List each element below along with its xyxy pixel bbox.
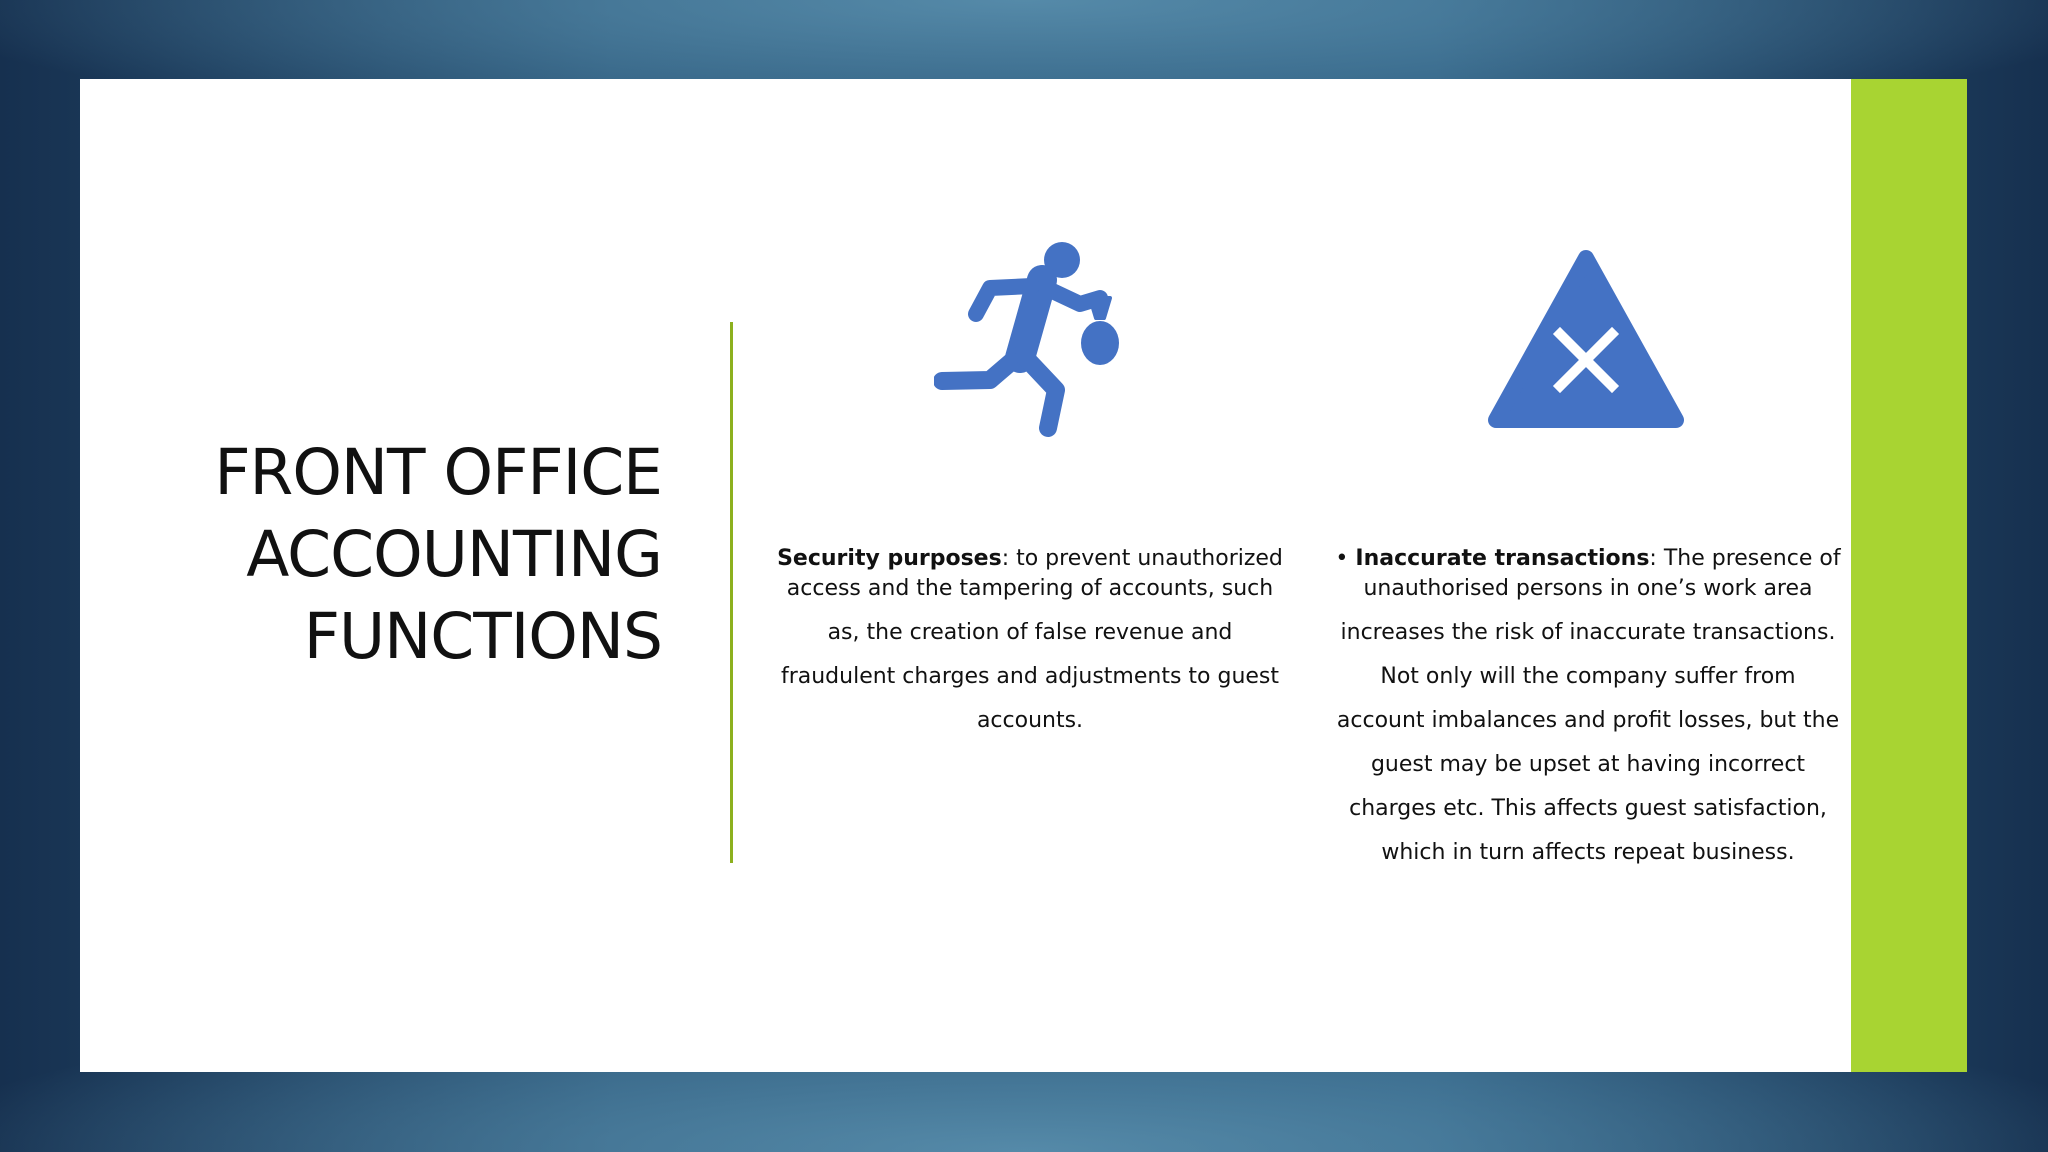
bullet: • bbox=[1335, 546, 1349, 571]
title-line-1: FRONT OFFICE bbox=[214, 436, 662, 509]
inaccurate-line-3: Not only will the company suffer from bbox=[1380, 664, 1796, 689]
inaccurate-line-4: account imbalances and profit losses, but the bbox=[1336, 708, 1840, 733]
inaccurate-line-2: increases the risk of inaccurate transactions. bbox=[1340, 620, 1836, 645]
title-line-2: ACCOUNTING bbox=[246, 518, 662, 591]
inaccurate-heading: Inaccurate transactions bbox=[1355, 546, 1650, 571]
security-first-line bbox=[760, 544, 1300, 574]
slide-title bbox=[102, 432, 662, 678]
inaccurate-first-rest: : The presence of bbox=[1649, 546, 1841, 571]
security-first-rest: : to prevent unauthorized bbox=[1001, 546, 1283, 571]
inaccurate-line-1: unauthorised persons in one’s work area bbox=[1363, 576, 1813, 601]
security-purposes-text bbox=[760, 544, 1300, 743]
inaccurate-first-line bbox=[1318, 544, 1858, 574]
security-line-4: accounts. bbox=[976, 708, 1084, 733]
security-heading: Security purposes bbox=[777, 546, 1002, 571]
security-line-1: access and the tampering of accounts, such bbox=[786, 576, 1274, 601]
inaccurate-transactions-text bbox=[1318, 544, 1858, 875]
inaccurate-line-7: which in turn affects repeat business. bbox=[1381, 840, 1795, 865]
title-line-3: FUNCTIONS bbox=[303, 600, 662, 673]
warning-x-triangle-icon bbox=[1486, 248, 1686, 428]
security-line-3: fraudulent charges and adjustments to guest bbox=[780, 664, 1280, 689]
vertical-divider bbox=[730, 322, 733, 863]
security-line-2: as, the creation of false revenue and bbox=[827, 620, 1233, 645]
inaccurate-line-6: charges etc. This affects guest satisfaction, bbox=[1349, 796, 1827, 821]
accent-bar bbox=[1851, 79, 1967, 1072]
inaccurate-line-5: guest may be upset at having incorrect bbox=[1370, 752, 1806, 777]
running-thief-icon bbox=[934, 238, 1124, 438]
